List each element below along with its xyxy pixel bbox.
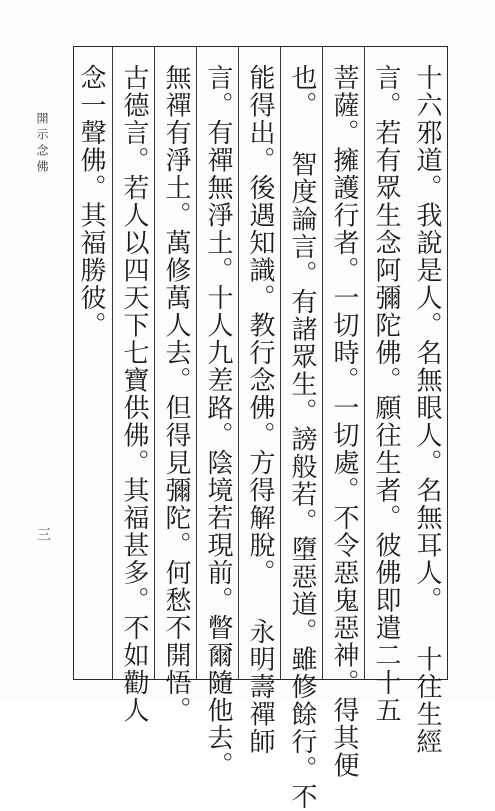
column-text: 十六邪道。我說是人。名無眼人。名無耳人。 十往生經 [412,64,442,756]
column-text: 言。有禪無淨土。十人九差路。陰境若現前。瞥爾隨他去。 [203,64,233,779]
column-text: 古德言。若人以四天下七寶供佛。其福甚多。不如勸人 [119,64,149,724]
text-column-9 [70,47,112,679]
text-column-6 [196,47,238,779]
text-column-7 [154,47,196,724]
column-text: 無禪有淨土。萬修萬人去。但得見彌陀。何愁不開悟。 [161,64,191,724]
column-text: 念一聲佛。其福勝彼。 [76,64,106,339]
text-column-5 [238,47,280,756]
text-column-3 [322,47,364,779]
text-frame [73,46,448,811]
text-column-4 [280,47,322,811]
column-text: 菩薩。擁護行者。一切時。一切處。不令惡鬼惡神。得其便 [329,64,359,779]
text-column-1 [406,47,448,756]
column-text: 能得出。後遇知識。教行念佛。方得解脫。 永明壽禪師 [245,64,275,756]
book-title: 開示念佛 [35,112,49,176]
text-column-8 [112,47,154,724]
page-number: 三 [35,527,51,541]
column-text: 也。 智度論言。有諸眾生。謗般若。墮惡道。雖修餘行。不 [287,64,317,811]
column-text: 言。若有眾生念阿彌陀佛。願往生者。彼佛即遣二十五 [371,64,401,724]
text-column-2 [364,47,406,724]
